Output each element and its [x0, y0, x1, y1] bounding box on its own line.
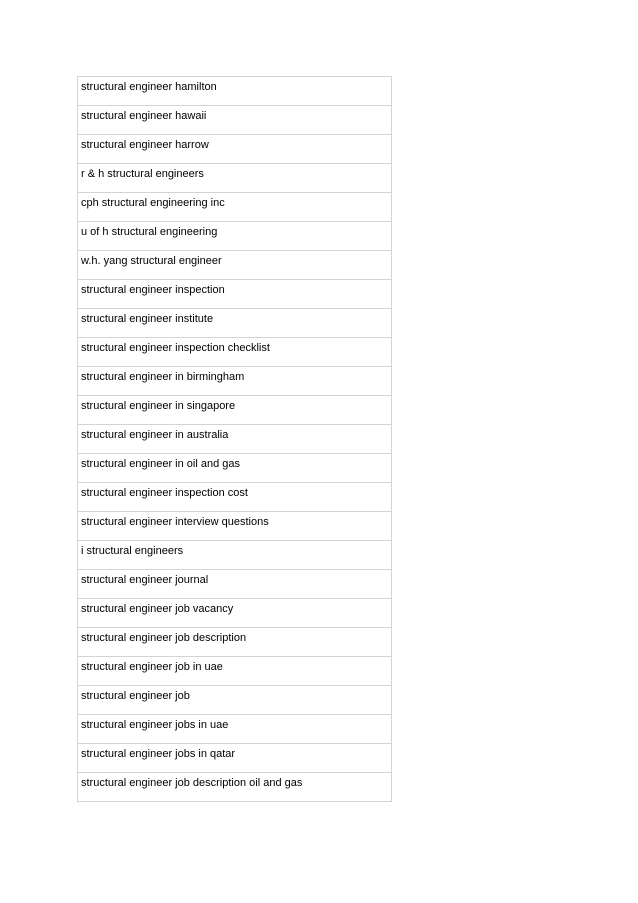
- table-cell: [78, 744, 392, 773]
- table-cell: [78, 280, 392, 309]
- table-row: [78, 425, 392, 454]
- cell-text: cph structural engineering inc: [81, 197, 225, 209]
- table-cell: [78, 193, 392, 222]
- table-cell: [78, 251, 392, 280]
- cell-text: structural engineer in birmingham: [81, 371, 245, 383]
- table-row: [78, 744, 392, 773]
- table-cell: [78, 686, 392, 715]
- table-cell: [78, 338, 392, 367]
- table-row: [78, 77, 392, 106]
- table-row: [78, 483, 392, 512]
- table-row: [78, 657, 392, 686]
- table-row: [78, 628, 392, 657]
- table-row: [78, 251, 392, 280]
- cell-text: r & h structural engineers: [81, 168, 204, 180]
- table-row: [78, 541, 392, 570]
- cell-text: structural engineer job description oil and gas: [81, 777, 303, 789]
- table-row: [78, 106, 392, 135]
- table-cell: [78, 570, 392, 599]
- cell-text: structural engineer job description: [81, 632, 247, 644]
- cell-text: structural engineer jobs in uae: [81, 719, 229, 731]
- table-row: [78, 396, 392, 425]
- table-row: [78, 222, 392, 251]
- cell-text: structural engineer interview questions: [81, 516, 269, 528]
- table-cell: [78, 309, 392, 338]
- table-row: [78, 773, 392, 802]
- table-cell: [78, 396, 392, 425]
- table-cell: [78, 367, 392, 396]
- cell-text: u of h structural engineering: [81, 226, 218, 238]
- cell-text: structural engineer hawaii: [81, 110, 207, 122]
- cell-text: structural engineer hamilton: [81, 81, 217, 93]
- table-cell: [78, 425, 392, 454]
- table-cell: [78, 164, 392, 193]
- table-row: [78, 280, 392, 309]
- table-row: [78, 338, 392, 367]
- cell-text: structural engineer jobs in qatar: [81, 748, 236, 760]
- cell-text: structural engineer inspection checklist: [81, 342, 270, 354]
- cell-text: structural engineer in oil and gas: [81, 458, 240, 470]
- table-cell: [78, 628, 392, 657]
- keyword-table: [77, 76, 392, 802]
- cell-text: structural engineer journal: [81, 574, 209, 586]
- table-cell: [78, 222, 392, 251]
- table-cell: [78, 541, 392, 570]
- table-row: [78, 512, 392, 541]
- keyword-table-container: [77, 76, 392, 802]
- table-row: [78, 454, 392, 483]
- table-row: [78, 570, 392, 599]
- table-cell: [78, 773, 392, 802]
- cell-text: structural engineer in singapore: [81, 400, 236, 412]
- table-row: [78, 193, 392, 222]
- table-cell: [78, 657, 392, 686]
- table-cell: [78, 135, 392, 164]
- table-row: [78, 599, 392, 628]
- table-cell: [78, 483, 392, 512]
- table-row: [78, 135, 392, 164]
- cell-text: structural engineer inspection: [81, 284, 225, 296]
- cell-text: structural engineer job in uae: [81, 661, 223, 673]
- table-row: [78, 164, 392, 193]
- table-cell: [78, 599, 392, 628]
- cell-text: structural engineer inspection cost: [81, 487, 248, 499]
- table-cell: [78, 77, 392, 106]
- cell-text: structural engineer institute: [81, 313, 214, 325]
- table-row: [78, 309, 392, 338]
- keyword-table-body: [78, 77, 392, 802]
- table-cell: [78, 715, 392, 744]
- cell-text: structural engineer job vacancy: [81, 603, 234, 615]
- cell-text: i structural engineers: [81, 545, 184, 557]
- table-row: [78, 715, 392, 744]
- cell-text: structural engineer harrow: [81, 139, 209, 151]
- table-cell: [78, 454, 392, 483]
- cell-text: structural engineer job: [81, 690, 190, 702]
- cell-text: w.h. yang structural engineer: [81, 255, 222, 267]
- table-cell: [78, 106, 392, 135]
- table-row: [78, 367, 392, 396]
- cell-text: structural engineer in australia: [81, 429, 229, 441]
- table-row: [78, 686, 392, 715]
- table-cell: [78, 512, 392, 541]
